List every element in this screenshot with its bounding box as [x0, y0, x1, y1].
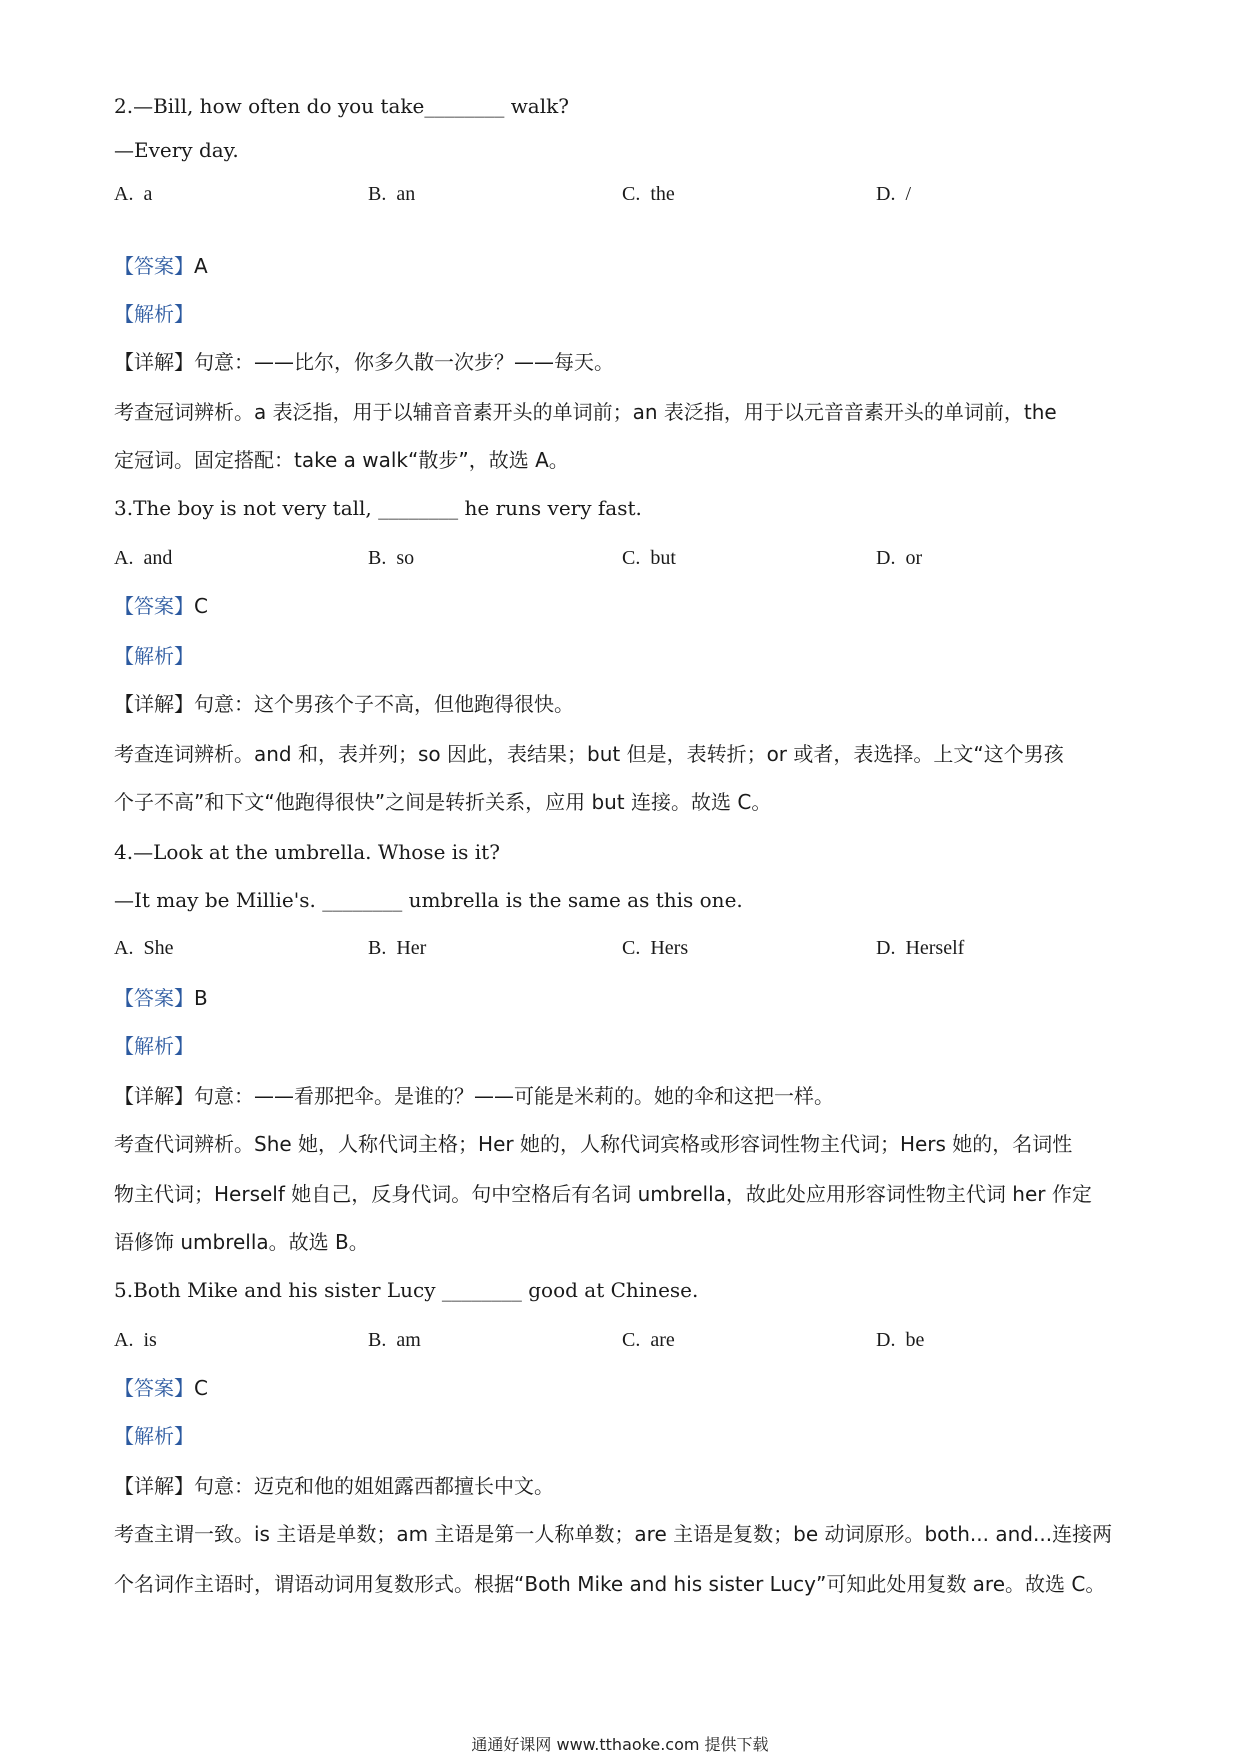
answer-value: C: [194, 594, 208, 618]
option-b: B. an: [368, 183, 416, 205]
detail-line: [114, 1472, 1134, 1500]
question-stem: 3.The boy is not very tall, ________ he runs very fast.: [114, 496, 642, 520]
answer-label: 【答案】: [114, 594, 194, 618]
answer-label: 【答案】: [114, 1376, 194, 1400]
question-stem: 2.—Bill, how often do you take________ walk?: [114, 94, 569, 118]
answer-label: 【答案】: [114, 254, 194, 278]
question-stem: 4.—Look at the umbrella. Whose is it?: [114, 840, 500, 864]
option-d: D. /: [876, 183, 911, 205]
answer-value: A: [194, 254, 208, 278]
option-a: A. She: [114, 937, 174, 959]
detail-text: 句意：迈克和他的姐姐露西都擅长中文。: [194, 1474, 554, 1498]
question-stem-line: —It may be Millie's. ________ umbrella is the same as this one.: [114, 888, 743, 912]
explain-line: 考查冠词辨析。a 表泛指，用于以辅音音素开头的单词前；an 表泛指，用于以元音音素开头的单词前，the: [114, 400, 1057, 424]
option-c: C. Hers: [622, 937, 689, 959]
analysis-label: 【解析】: [114, 644, 194, 668]
option-a: A. and: [114, 547, 173, 569]
explain-line: 考查代词辨析。She 她，人称代词主格；Her 她的，人称代词宾格或形容词性物主代词；Hers 她的，名词性: [114, 1132, 1073, 1156]
explain-line: 个子不高”和下文“他跑得很快”之间是转折关系，应用 but 连接。故选 C。: [114, 790, 772, 814]
question-stem-line: —Every day.: [114, 138, 239, 162]
explain-line: 个名词作主语时，谓语动词用复数形式。根据“Both Mike and his sister Lucy”可知此处用复数 are。故选 C。: [114, 1572, 1106, 1596]
detail-label: 【详解】: [114, 1474, 194, 1498]
option-c: C. the: [622, 183, 675, 205]
analysis-label: 【解析】: [114, 1034, 194, 1058]
detail-text: 句意：——比尔，你多久散一次步？——每天。: [194, 350, 614, 374]
option-c: C. are: [622, 1329, 675, 1351]
detail-text: 句意：这个男孩个子不高，但他跑得很快。: [194, 692, 574, 716]
question-stem: 5.Both Mike and his sister Lucy ________ good at Chinese.: [114, 1278, 699, 1302]
detail-label: 【详解】: [114, 1084, 194, 1108]
analysis-label: 【解析】: [114, 1424, 194, 1448]
analysis-label: 【解析】: [114, 302, 194, 326]
option-b: B. Her: [368, 937, 427, 959]
option-d: D. Herself: [876, 937, 965, 959]
option-d: D. be: [876, 1329, 925, 1351]
explain-line: 考查主谓一致。is 主语是单数；am 主语是第一人称单数；are 主语是复数；be 动词原形。both... and...连接两: [114, 1522, 1113, 1546]
detail-label: 【详解】: [114, 692, 194, 716]
answer-label: 【答案】: [114, 986, 194, 1010]
detail-label: 【详解】: [114, 350, 194, 374]
answer-value: C: [194, 1376, 208, 1400]
answer-line: [114, 1374, 1134, 1402]
option-d: D. or: [876, 547, 923, 569]
answer-line: [114, 252, 1134, 280]
option-b: B. so: [368, 547, 415, 569]
detail-line: [114, 690, 1134, 718]
answer-line: [114, 984, 1134, 1012]
explain-line: 语修饰 umbrella。故选 B。: [114, 1230, 369, 1254]
option-a: A. is: [114, 1329, 157, 1351]
answer-line: [114, 592, 1134, 620]
explain-line: 物主代词；Herself 她自己，反身代词。句中空格后有名词 umbrella，故此处应用形容词性物主代词 her 作定: [114, 1182, 1092, 1206]
explain-line: 考查连词辨析。and 和，表并列；so 因此，表结果；but 但是，表转折；or 或者，表选择。上文“这个男孩: [114, 742, 1064, 766]
footer-text: 通通好课网 www.tthaoke.com 提供下载: [471, 1735, 769, 1754]
detail-text: 句意：——看那把伞。是谁的？——可能是米莉的。她的伞和这把一样。: [194, 1084, 834, 1108]
option-c: C. but: [622, 547, 676, 569]
option-a: A. a: [114, 183, 153, 205]
option-b: B. am: [368, 1329, 421, 1351]
detail-line: [114, 1082, 1134, 1110]
answer-value: B: [194, 986, 208, 1010]
detail-line: [114, 348, 1134, 376]
explain-line: 定冠词。固定搭配：take a walk“散步”，故选 A。: [114, 448, 569, 472]
